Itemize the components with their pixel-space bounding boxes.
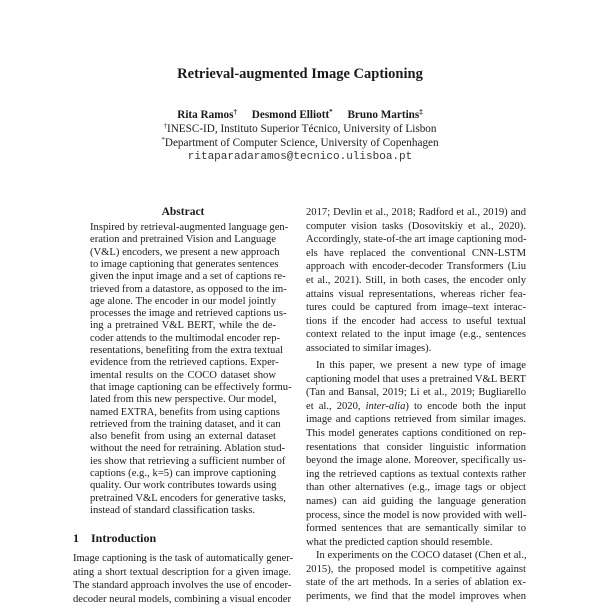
text-line: resentations that consider linguistic information — [306, 441, 526, 453]
text-line: named EXTRA, benefits from using captions — [90, 406, 280, 418]
text-line: than other alternatives (e.g., image tags or object — [306, 482, 526, 494]
text-line: process, since the model is now provided with well- — [306, 509, 527, 521]
text-line: tures could be captured from image–text interac- — [306, 302, 526, 314]
text-line: This model generates captions conditioned on rep- — [306, 428, 526, 439]
text-line: Inspired by retrieval-augmented language gen- — [90, 222, 289, 233]
text-line: resentations, benefiting from the extra textual — [90, 345, 283, 356]
text-line: imental results on the COCO dataset show — [90, 369, 276, 381]
text-line: instead of standard classification tasks. — [90, 504, 256, 516]
affiliation — [0, 123, 600, 136]
author-name: Rita Ramos — [177, 109, 234, 121]
author-email[interactable]: ritaparadaramos@tecnico.ulisboa.pt — [187, 151, 413, 163]
text-line: coder attends to the multimodal encoder rep- — [90, 332, 281, 344]
text-line: computer vision tasks (Dosovitskiy et al., 2020). — [306, 220, 526, 232]
author-list — [0, 109, 600, 122]
text-line: captioning model that uses a pretrained V&L BERT — [306, 373, 526, 385]
affiliation-mark: * — [161, 136, 165, 144]
author-mark: * — [329, 108, 333, 116]
text-line: context related to the input image (e.g., sentences — [306, 329, 526, 341]
text-line: pretrained V&L encoders for generative tasks, — [90, 492, 286, 504]
text-line: eration and pretrained Vision and Language — [90, 234, 276, 246]
text-line: (V&L) encoders, we present a new approach — [90, 246, 280, 258]
text-line: that image captioning can be effectively formu- — [90, 381, 292, 393]
text-line: retrieved from the training dataset, and it can — [90, 418, 281, 430]
text-line: 2015), the proposed model is competitive against — [306, 563, 526, 575]
text-line: processes the image and retrieved captions us- — [90, 308, 287, 320]
text-line: ies show that retrieving a sufficient number of — [90, 455, 286, 467]
text-line: attains visual representations, whereas richer fea- — [306, 288, 526, 300]
text-line: Accordingly, state-of-the art image captioning mod- — [306, 234, 527, 246]
text-line: given the input image and a set of captions re- — [90, 271, 286, 283]
text-line: The standard approach involves the use of encoder- — [73, 580, 292, 592]
author-name: Bruno Martins — [347, 109, 420, 121]
text-line: also benefit from using an external dataset — [90, 431, 276, 443]
text-line: trieved from a datastore, as opposed to the im- — [90, 283, 287, 295]
text-line: what the predicted caption should resemble. — [306, 536, 493, 548]
text-line: image and captions retrieved from similar images. — [306, 414, 526, 426]
paper-title: Retrieval-augmented Image Captioning — [177, 66, 423, 82]
italic-term: inter-alia — [365, 400, 406, 412]
model-name: EXTRA — [120, 406, 155, 418]
text-line: et al., 2020, inter-alia) to encode both the input — [306, 400, 526, 412]
text-line: (Tan and Bansal, 2019; Li et al., 2019; Bugliarello — [306, 387, 526, 399]
text-line: associated to similar images). — [306, 343, 432, 354]
text-line: ing the retrieved captions as textual contexts rather — [306, 468, 526, 480]
text-line: Image captioning is the task of automatically gener- — [73, 553, 294, 564]
author-name: Desmond Elliott — [251, 109, 330, 121]
text-line: tions if the encoder had access to useful textual — [306, 315, 526, 327]
text-line: without the need for retraining. Ablation stud- — [90, 443, 286, 455]
text-line: captions (e.g., k=5) can improve captioning — [90, 468, 276, 479]
affiliation — [0, 137, 600, 150]
text-line: ating a short textual description for a given image. — [73, 566, 291, 578]
text-line: formed sentences that are semantically similar to — [306, 523, 526, 535]
text-line: lated from this new perspective. Our model, — [90, 394, 277, 406]
text-line: periments, we find that the model improves when — [306, 590, 526, 602]
text-line: In this paper, we present a new type of image — [316, 360, 526, 371]
abstract-heading: Abstract — [161, 206, 205, 218]
text-line: decoder neural models, combining a visual encoder — [73, 593, 291, 605]
author-mark: † — [233, 108, 237, 116]
text-line: els have replaced the conventional CNN-LSTM — [306, 247, 526, 259]
text-line: evidence from the retrieved captions. Exper- — [90, 357, 279, 369]
text-line: names) can aid guiding the language generation — [306, 496, 526, 507]
text-line: approach with encoder-decoder Transformers (Liu — [306, 261, 526, 273]
text-line: age alone. The encoder in our model jointly — [90, 295, 276, 307]
affiliation-text: INESC-ID, Instituto Superior Técnico, University of Lisbon — [167, 123, 437, 135]
text-line: state of the art methods. In a series of ablation ex- — [306, 577, 526, 589]
author-mark: ‡ — [419, 108, 423, 116]
section-number: 1 — [73, 531, 79, 545]
text-line: beyond the image alone. Moreover, specifically us- — [306, 455, 526, 467]
section-title: Introduction — [91, 531, 157, 545]
text-line: 2017; Devlin et al., 2018; Radford et al., 2019) and — [306, 207, 526, 218]
text-line: quality. Our work contributes towards using — [90, 480, 277, 492]
section-heading-introduction — [73, 531, 156, 545]
affiliation-mark: † — [163, 122, 167, 130]
text-line: et al., 2021). Still, in both cases, the encoder only — [306, 275, 526, 286]
text-line: to image captioning that generates sentences — [90, 258, 279, 270]
affiliation-text: Department of Computer Science, University of Copenhagen — [164, 137, 439, 149]
text-line: In experiments on the COCO dataset (Chen et al., — [316, 550, 527, 561]
text-line: ing a pretrained V&L BERT, while the de- — [90, 320, 276, 332]
